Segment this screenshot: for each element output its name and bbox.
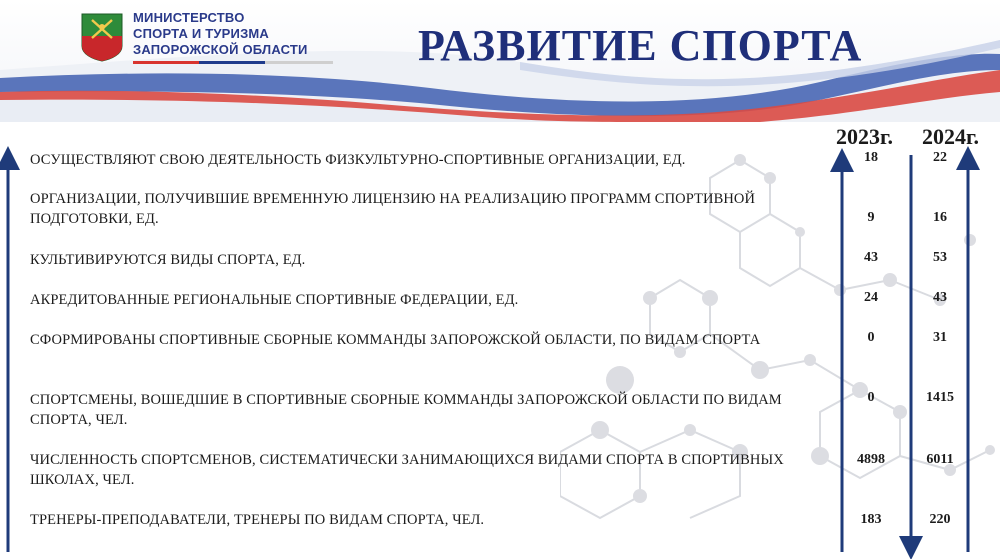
row-value-2023: 0 [867, 390, 875, 405]
row-label: ЧИСЛЕННОСТЬ СПОРТСМЕНОВ, СИСТЕМАТИЧЕСКИ ЗАНИМАЮЩИХСЯ ВИДАМИ СПОРТА В СПОРТИВНЫХ ШКОЛАХ, ЧЕЛ. [30, 452, 784, 488]
row-value-2024: 31 [933, 330, 947, 345]
row-value-2023: 183 [860, 512, 882, 527]
row-value-2023: 9 [867, 210, 875, 225]
row-value-2024: 220 [929, 512, 951, 527]
row-value-2023: 24 [864, 290, 878, 305]
row-value-2024: 43 [933, 290, 947, 305]
row-value-2023: 0 [867, 330, 875, 345]
header-banner [0, 0, 1000, 122]
row-label: ОРГАНИЗАЦИИ, ПОЛУЧИВШИЕ ВРЕМЕННУЮ ЛИЦЕНЗИЮ НА РЕАЛИЗАЦИЮ ПРОГРАММ СПОРТИВНОЙ ПОДГОТОВКИ, ЕД. [30, 191, 756, 227]
row-value-2024: 53 [933, 250, 947, 265]
row-value-2024: 6011 [926, 452, 954, 467]
ministry-line-2: СПОРТА И ТУРИЗМА [133, 26, 270, 41]
row-label: ОСУЩЕСТВЛЯЮТ СВОЮ ДЕЯТЕЛЬНОСТЬ ФИЗКУЛЬТУРНО-СПОРТИВНЫЕ ОРГАНИЗАЦИИ, ЕД. [30, 152, 686, 168]
row-label: СФОРМИРОВАНЫ СПОРТИВНЫЕ СБОРНЫЕ КОММАНДЫ ЗАПОРОЖСКОЙ ОБЛАСТИ, ПО ВИДАМ СПОРТА [30, 332, 761, 348]
row-label: ТРЕНЕРЫ-ПРЕПОДАВАТЕЛИ, ТРЕНЕРЫ ПО ВИДАМ СПОРТА, ЧЕЛ. [30, 512, 485, 528]
row-value-2024: 22 [933, 150, 947, 165]
ministry-underline [133, 61, 333, 64]
row-label: АКРЕДИТОВАННЫЕ РЕГИОНАЛЬНЫЕ СПОРТИВНЫЕ ФЕДЕРАЦИИ, ЕД. [30, 292, 519, 308]
year-2024-header: 2024г. [922, 124, 980, 149]
regional-emblem-icon [80, 12, 124, 62]
year-2023-header: 2023г. [836, 124, 894, 149]
row-label: КУЛЬТИВИРУЮТСЯ ВИДЫ СПОРТА, ЕД. [30, 252, 306, 268]
row-value-2023: 4898 [857, 452, 885, 467]
ministry-name [133, 10, 308, 58]
row-label: СПОРТСМЕНЫ, ВОШЕДШИЕ В СПОРТИВНЫЕ СБОРНЫЕ КОММАНДЫ ЗАПОРОЖСКОЙ ОБЛАСТИ ПО ВИДАМ СПОРТА, ЧЕЛ. [30, 392, 782, 428]
row-value-2023: 43 [864, 250, 878, 265]
row-value-2024: 1415 [926, 390, 954, 405]
ministry-line-1: МИНИСТЕРСТВО [133, 10, 245, 25]
ministry-line-3: ЗАПОРОЖСКОЙ ОБЛАСТИ [133, 42, 308, 57]
row-value-2023: 18 [864, 150, 878, 165]
page-title: РАЗВИТИЕ СПОРТА [418, 21, 863, 70]
row-value-2024: 16 [933, 210, 947, 225]
